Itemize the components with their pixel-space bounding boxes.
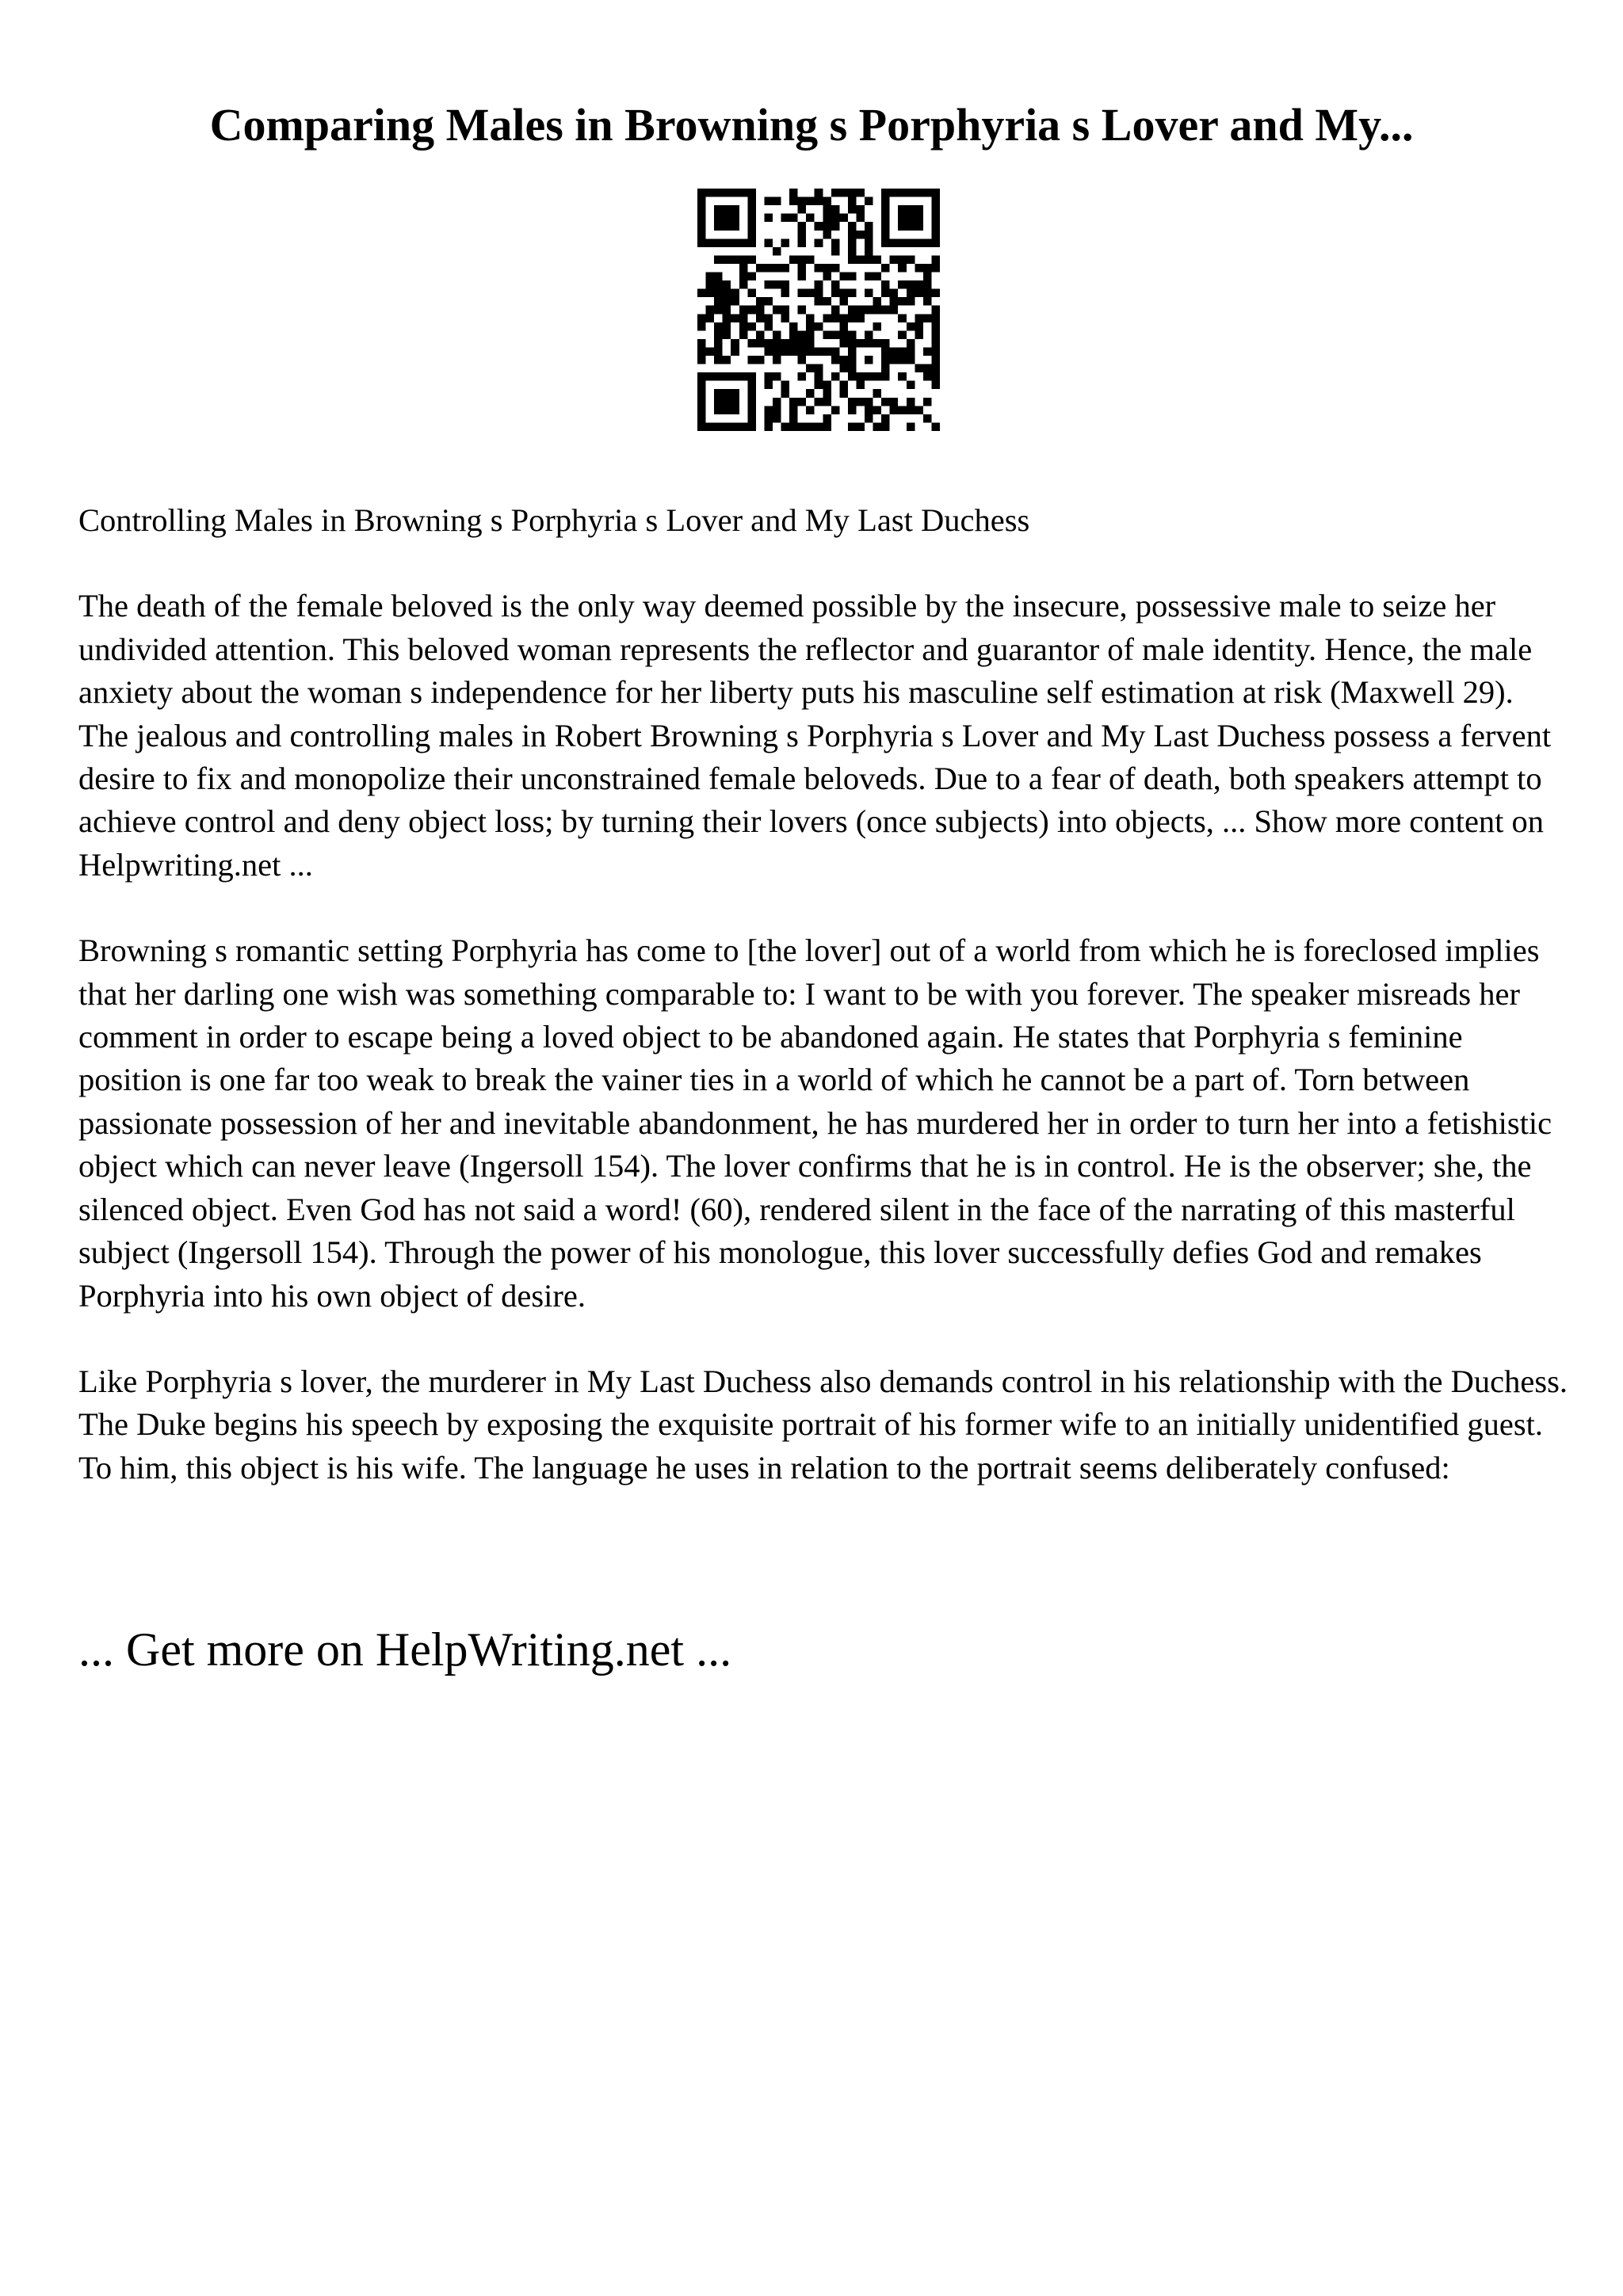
qr-code-icon [697, 189, 940, 431]
document-subtitle: Controlling Males in Browning s Porphyria s Lover and My Last Duchess [78, 502, 1030, 538]
get-more-link[interactable]: ... Get more on HelpWriting.net ... [78, 1623, 732, 1676]
document-title: Comparing Males in Browning s Porphyria s Lover and My... [209, 99, 1414, 151]
paragraph-1: The death of the female beloved is the only way deemed possible by the insecure, possessive male to seize her undivided attention. This beloved woman represents the reflector and guarantor of male identity. Hence, the male anxiety about the woman s independence for her liberty puts his masculine self estimation at risk (Maxwell 29). The jealous and controlling males in Robert Browning s Porphyria s Lover and My Last Duchess possess a fervent desire to fix and monopolize their unconstrained female beloveds. Due to a fear of death, both speakers attempt to achieve control and deny object loss; by turning their lovers (once subjects) into objects, ... Show more content on Helpwriting.net ... [78, 588, 1552, 883]
paragraph-2: Browning s romantic setting Porphyria has come to [the lover] out of a world from which he is foreclosed implies that her darling one wish was something comparable to: I want to be with you forever. The speaker misreads her comment in order to escape being a loved object to be abandoned again. He states that Porphyria s feminine position is one far too weak to break the vainer ties in a world of which he cannot be a part of. Torn between passionate possession of her and inevitable abandonment, he has murdered her in order to turn her into a fetishistic object which can never leave (Ingersoll 154). The lover confirms that he is in control. He is the observer; she, the silenced object. Even God has not said a word! (60), rendered silent in the face of the narrating of this masterful subject (Ingersoll 154). Through the power of his monologue, this lover successfully defies God and remakes Porphyria into his own object of desire. [78, 933, 1552, 1314]
document-body [78, 499, 1568, 1489]
paragraph-3: Like Porphyria s lover, the murderer in My Last Duchess also demands control in his relationship with the Duchess. The Duke begins his speech by exposing the exquisite portrait of his former wife to an initially unidentified guest. To him, this object is his wife. The language he uses in relation to the portrait seems deliberately confused: [78, 1363, 1568, 1486]
